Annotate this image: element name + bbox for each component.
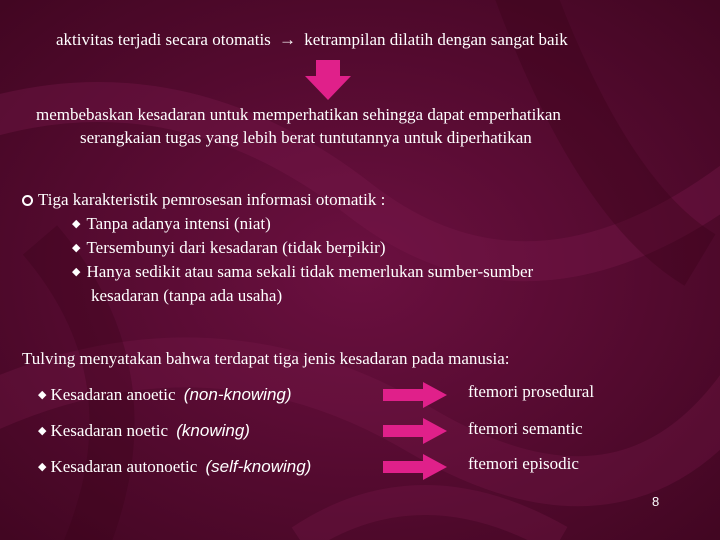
tulving-row-label — [38, 385, 292, 405]
right-arrow-icon — [383, 418, 447, 444]
tulving-term-text: (self-knowing) — [205, 457, 312, 476]
characteristics-item-text: Hanya sedikit atau sama sekali tidak memerlukan sumber-sumber — [86, 262, 534, 281]
tulving-term-text: (knowing) — [176, 421, 250, 440]
tulving-label-text: Kesadaran noetic — [50, 421, 168, 440]
circle-bullet-icon — [22, 195, 33, 206]
down-arrow-icon — [305, 60, 351, 100]
diamond-bullet-icon: ◆ — [38, 389, 47, 401]
tulving-term-text: (non-knowing) — [183, 385, 292, 404]
right-arrow-icon — [383, 382, 447, 408]
header-right-text: ketrampilan dilatih dengan sangat baik — [304, 30, 568, 49]
characteristics-item — [72, 262, 533, 282]
tulving-row-label — [38, 421, 250, 441]
page-number: 8 — [652, 494, 660, 509]
diamond-bullet-icon: ◆ — [72, 242, 81, 254]
header-left-text: aktivitas terjadi secara otomatis — [56, 30, 271, 49]
conclusion-line-1: membebaskan kesadaran untuk memperhatikan sehingga dapat emperhatikan — [36, 105, 561, 124]
characteristics-item — [72, 214, 271, 234]
conclusion-line-2: serangkaian tugas yang lebih berat tuntutannya untuk diperhatikan — [80, 128, 532, 147]
right-arrow-icon: → — [279, 30, 297, 49]
right-arrow-icon — [383, 454, 447, 480]
diamond-bullet-icon: ◆ — [72, 218, 81, 230]
tulving-label-text: Kesadaran autonoetic — [50, 457, 198, 476]
characteristics-continuation: kesadaran (tanpa ada usaha) — [91, 286, 283, 305]
characteristics-item — [72, 238, 386, 258]
characteristics-item-text: Tersembunyi dari kesadaran (tidak berpikir) — [86, 238, 386, 257]
characteristics-item-text: Tanpa adanya intensi (niat) — [86, 214, 271, 233]
tulving-intro: Tulving menyatakan bahwa terdapat tiga jenis kesadaran pada manusia: — [22, 349, 510, 368]
tulving-result: ftemori episodic — [468, 454, 579, 473]
tulving-result: ftemori prosedural — [468, 382, 595, 401]
tulving-label-text: Kesadaran anoetic — [50, 385, 176, 404]
diamond-bullet-icon: ◆ — [38, 461, 47, 473]
characteristics-heading — [22, 190, 385, 210]
header-line — [56, 30, 568, 50]
diamond-bullet-icon: ◆ — [38, 425, 47, 437]
characteristics-heading-text: Tiga karakteristik pemrosesan informasi otomatik : — [38, 190, 386, 209]
tulving-row-label — [38, 457, 311, 477]
tulving-result: ftemori semantic — [468, 419, 583, 438]
diamond-bullet-icon: ◆ — [72, 266, 81, 278]
